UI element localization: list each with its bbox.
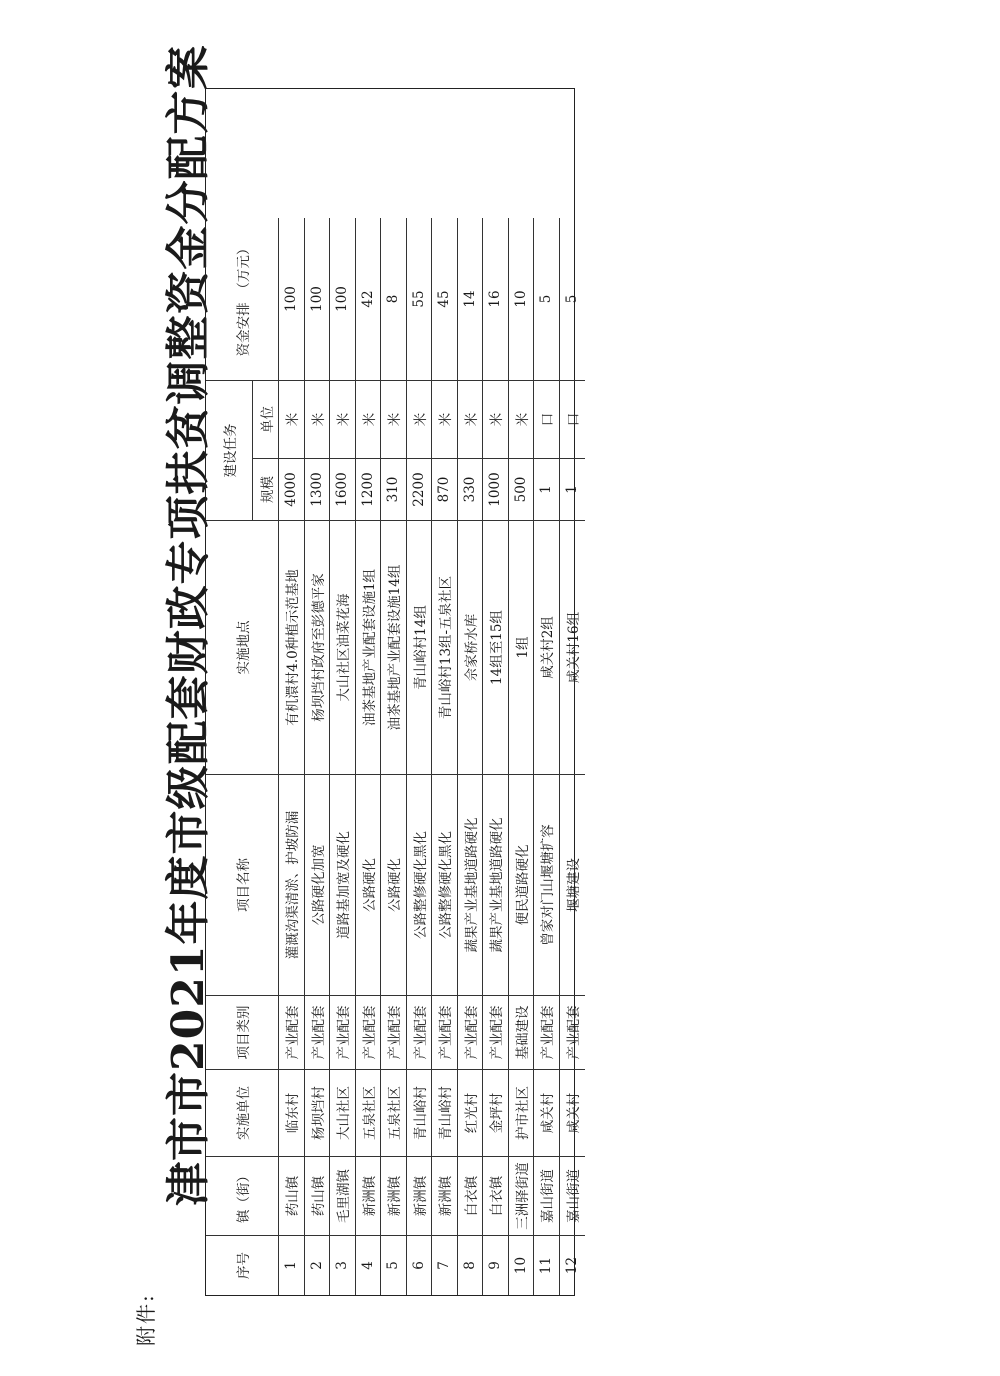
header-town: 镇（街）	[206, 1156, 279, 1235]
cell-category: 基础建设	[509, 995, 535, 1069]
cell-seq: 9	[483, 1235, 509, 1295]
cell-category: 产业配套	[432, 995, 458, 1069]
cell-town: 新洲镇	[381, 1156, 407, 1235]
cell-seq: 8	[458, 1235, 484, 1295]
cell-location: 油茶基地产业配套设施14组	[381, 520, 407, 774]
cell-funding: 14	[458, 218, 484, 380]
cell-location: 杨坝垱村政府至彭德平家	[305, 520, 331, 774]
cell-project: 公路硬化	[381, 774, 407, 995]
cell-funding: 100	[305, 218, 331, 380]
cell-scale: 1	[560, 458, 586, 520]
cell-location: 大山社区油菜花海	[330, 520, 356, 774]
header-seq: 序号	[206, 1235, 279, 1295]
cell-category: 产业配套	[305, 995, 331, 1069]
cell-measure: 米	[458, 380, 484, 458]
cell-unit: 青山峪村	[432, 1069, 458, 1156]
cell-measure: 米	[356, 380, 382, 458]
allocation-table	[205, 88, 583, 1296]
cell-funding: 8	[381, 218, 407, 380]
cell-unit: 红光村	[458, 1069, 484, 1156]
cell-project: 公路硬化	[356, 774, 382, 995]
cell-funding: 100	[330, 218, 356, 380]
cell-town: 白衣镇	[483, 1156, 509, 1235]
header-funding: 资金安排 （万元）	[206, 218, 279, 380]
cell-unit: 青山峪村	[407, 1069, 433, 1156]
cell-location: 青山峪村14组	[407, 520, 433, 774]
cell-unit: 咸关村	[534, 1069, 560, 1156]
cell-measure: 米	[305, 380, 331, 458]
cell-scale: 2200	[407, 458, 433, 520]
cell-location: 咸关村16组	[560, 520, 586, 774]
cell-scale: 4000	[279, 458, 305, 520]
cell-project: 蔬果产业基地道路硬化	[483, 774, 509, 995]
cell-location: 佘家桥水库	[458, 520, 484, 774]
cell-town: 毛里湖镇	[330, 1156, 356, 1235]
cell-unit: 金坪村	[483, 1069, 509, 1156]
cell-town: 三洲驿街道	[509, 1156, 535, 1235]
cell-town: 药山镇	[279, 1156, 305, 1235]
cell-location: 咸关村2组	[534, 520, 560, 774]
cell-scale: 310	[381, 458, 407, 520]
cell-scale: 1300	[305, 458, 331, 520]
cell-location: 有机澴村4.0种植示范基地	[279, 520, 305, 774]
cell-seq: 7	[432, 1235, 458, 1295]
cell-seq: 6	[407, 1235, 433, 1295]
cell-measure: 口	[560, 380, 586, 458]
cell-unit: 五泉社区	[381, 1069, 407, 1156]
cell-seq: 12	[560, 1235, 586, 1295]
cell-town: 新洲镇	[407, 1156, 433, 1235]
cell-town: 新洲镇	[356, 1156, 382, 1235]
cell-funding: 5	[534, 218, 560, 380]
cell-funding: 5	[564, 294, 581, 304]
header-measure: 单位	[253, 380, 279, 458]
cell-location: 14组至15组	[483, 520, 509, 774]
cell-measure: 米	[330, 380, 356, 458]
cell-scale: 500	[509, 458, 535, 520]
cell-category: 产业配套	[458, 995, 484, 1069]
cell-project: 蔬果产业基地道路硬化	[458, 774, 484, 995]
cell-category: 产业配套	[534, 995, 560, 1069]
cell-seq: 1	[279, 1235, 305, 1295]
document-title: 津市市2021年度市级配套财政专项扶贫调整资金分配方案	[163, 44, 214, 1206]
cell-town: 药山镇	[305, 1156, 331, 1235]
cell-category: 产业配套	[483, 995, 509, 1069]
cell-project: 堰塘建设	[560, 774, 586, 995]
cell-measure: 米	[483, 380, 509, 458]
cell-seq: 10	[509, 1235, 535, 1295]
cell-scale: 1200	[356, 458, 382, 520]
cell-measure: 口	[534, 380, 560, 458]
cell-unit: 咸关村	[560, 1069, 586, 1156]
header-project: 项目名称	[206, 774, 279, 995]
cell-measure: 米	[509, 380, 535, 458]
cell-funding: 45	[432, 218, 458, 380]
cell-town: 嘉山街道	[560, 1156, 586, 1235]
cell-category: 产业配套	[381, 995, 407, 1069]
cell-seq: 3	[330, 1235, 356, 1295]
cell-project: 灌溉沟渠清淤、护坡防漏	[279, 774, 305, 995]
header-location: 实施地点	[206, 520, 279, 774]
cell-category: 产业配套	[279, 995, 305, 1069]
header-unit: 实施单位	[206, 1069, 279, 1156]
cell-funding: 16	[483, 218, 509, 380]
cell-project: 公路整修硬化黑化	[432, 774, 458, 995]
cell-project: 道路基加宽及硬化	[330, 774, 356, 995]
cell-scale: 330	[458, 458, 484, 520]
cell-measure: 米	[381, 380, 407, 458]
cell-category: 产业配套	[560, 995, 586, 1069]
cell-scale: 1600	[330, 458, 356, 520]
cell-town: 新洲镇	[432, 1156, 458, 1235]
cell-measure: 米	[432, 380, 458, 458]
cell-town: 白衣镇	[458, 1156, 484, 1235]
cell-category: 产业配套	[330, 995, 356, 1069]
cell-location: 油茶基地产业配套设施1组	[356, 520, 382, 774]
header-category: 项目类别	[206, 995, 279, 1069]
cell-seq: 5	[381, 1235, 407, 1295]
cell-unit: 临东村	[279, 1069, 305, 1156]
header-task: 建设任务	[206, 380, 253, 520]
cell-location: 青山峪村13组-五泉社区	[432, 520, 458, 774]
cell-category: 产业配套	[407, 995, 433, 1069]
cell-scale: 1	[534, 458, 560, 520]
cell-measure: 米	[407, 380, 433, 458]
cell-unit: 杨坝垱村	[305, 1069, 331, 1156]
cell-measure: 米	[279, 380, 305, 458]
header-scale: 规模	[253, 458, 279, 520]
cell-scale: 1000	[483, 458, 509, 520]
cell-location: 1组	[509, 520, 535, 774]
cell-funding: 55	[407, 218, 433, 380]
cell-project: 曾家对门山堰塘扩容	[534, 774, 560, 995]
cell-unit: 五泉社区	[356, 1069, 382, 1156]
cell-project: 公路整修硬化黑化	[407, 774, 433, 995]
cell-unit: 护市社区	[509, 1069, 535, 1156]
cell-scale: 870	[432, 458, 458, 520]
cell-seq: 4	[356, 1235, 382, 1295]
cell-category: 产业配套	[356, 995, 382, 1069]
attachment-label: 附件:	[134, 1293, 158, 1346]
cell-unit: 大山社区	[330, 1069, 356, 1156]
cell-funding: 100	[279, 218, 305, 380]
cell-project: 便民道路硬化	[509, 774, 535, 995]
cell-seq: 2	[305, 1235, 331, 1295]
cell-project: 公路硬化加宽	[305, 774, 331, 995]
cell-funding: 10	[509, 218, 535, 380]
cell-funding: 42	[356, 218, 382, 380]
cell-seq: 11	[534, 1235, 560, 1295]
cell-town: 嘉山街道	[534, 1156, 560, 1235]
